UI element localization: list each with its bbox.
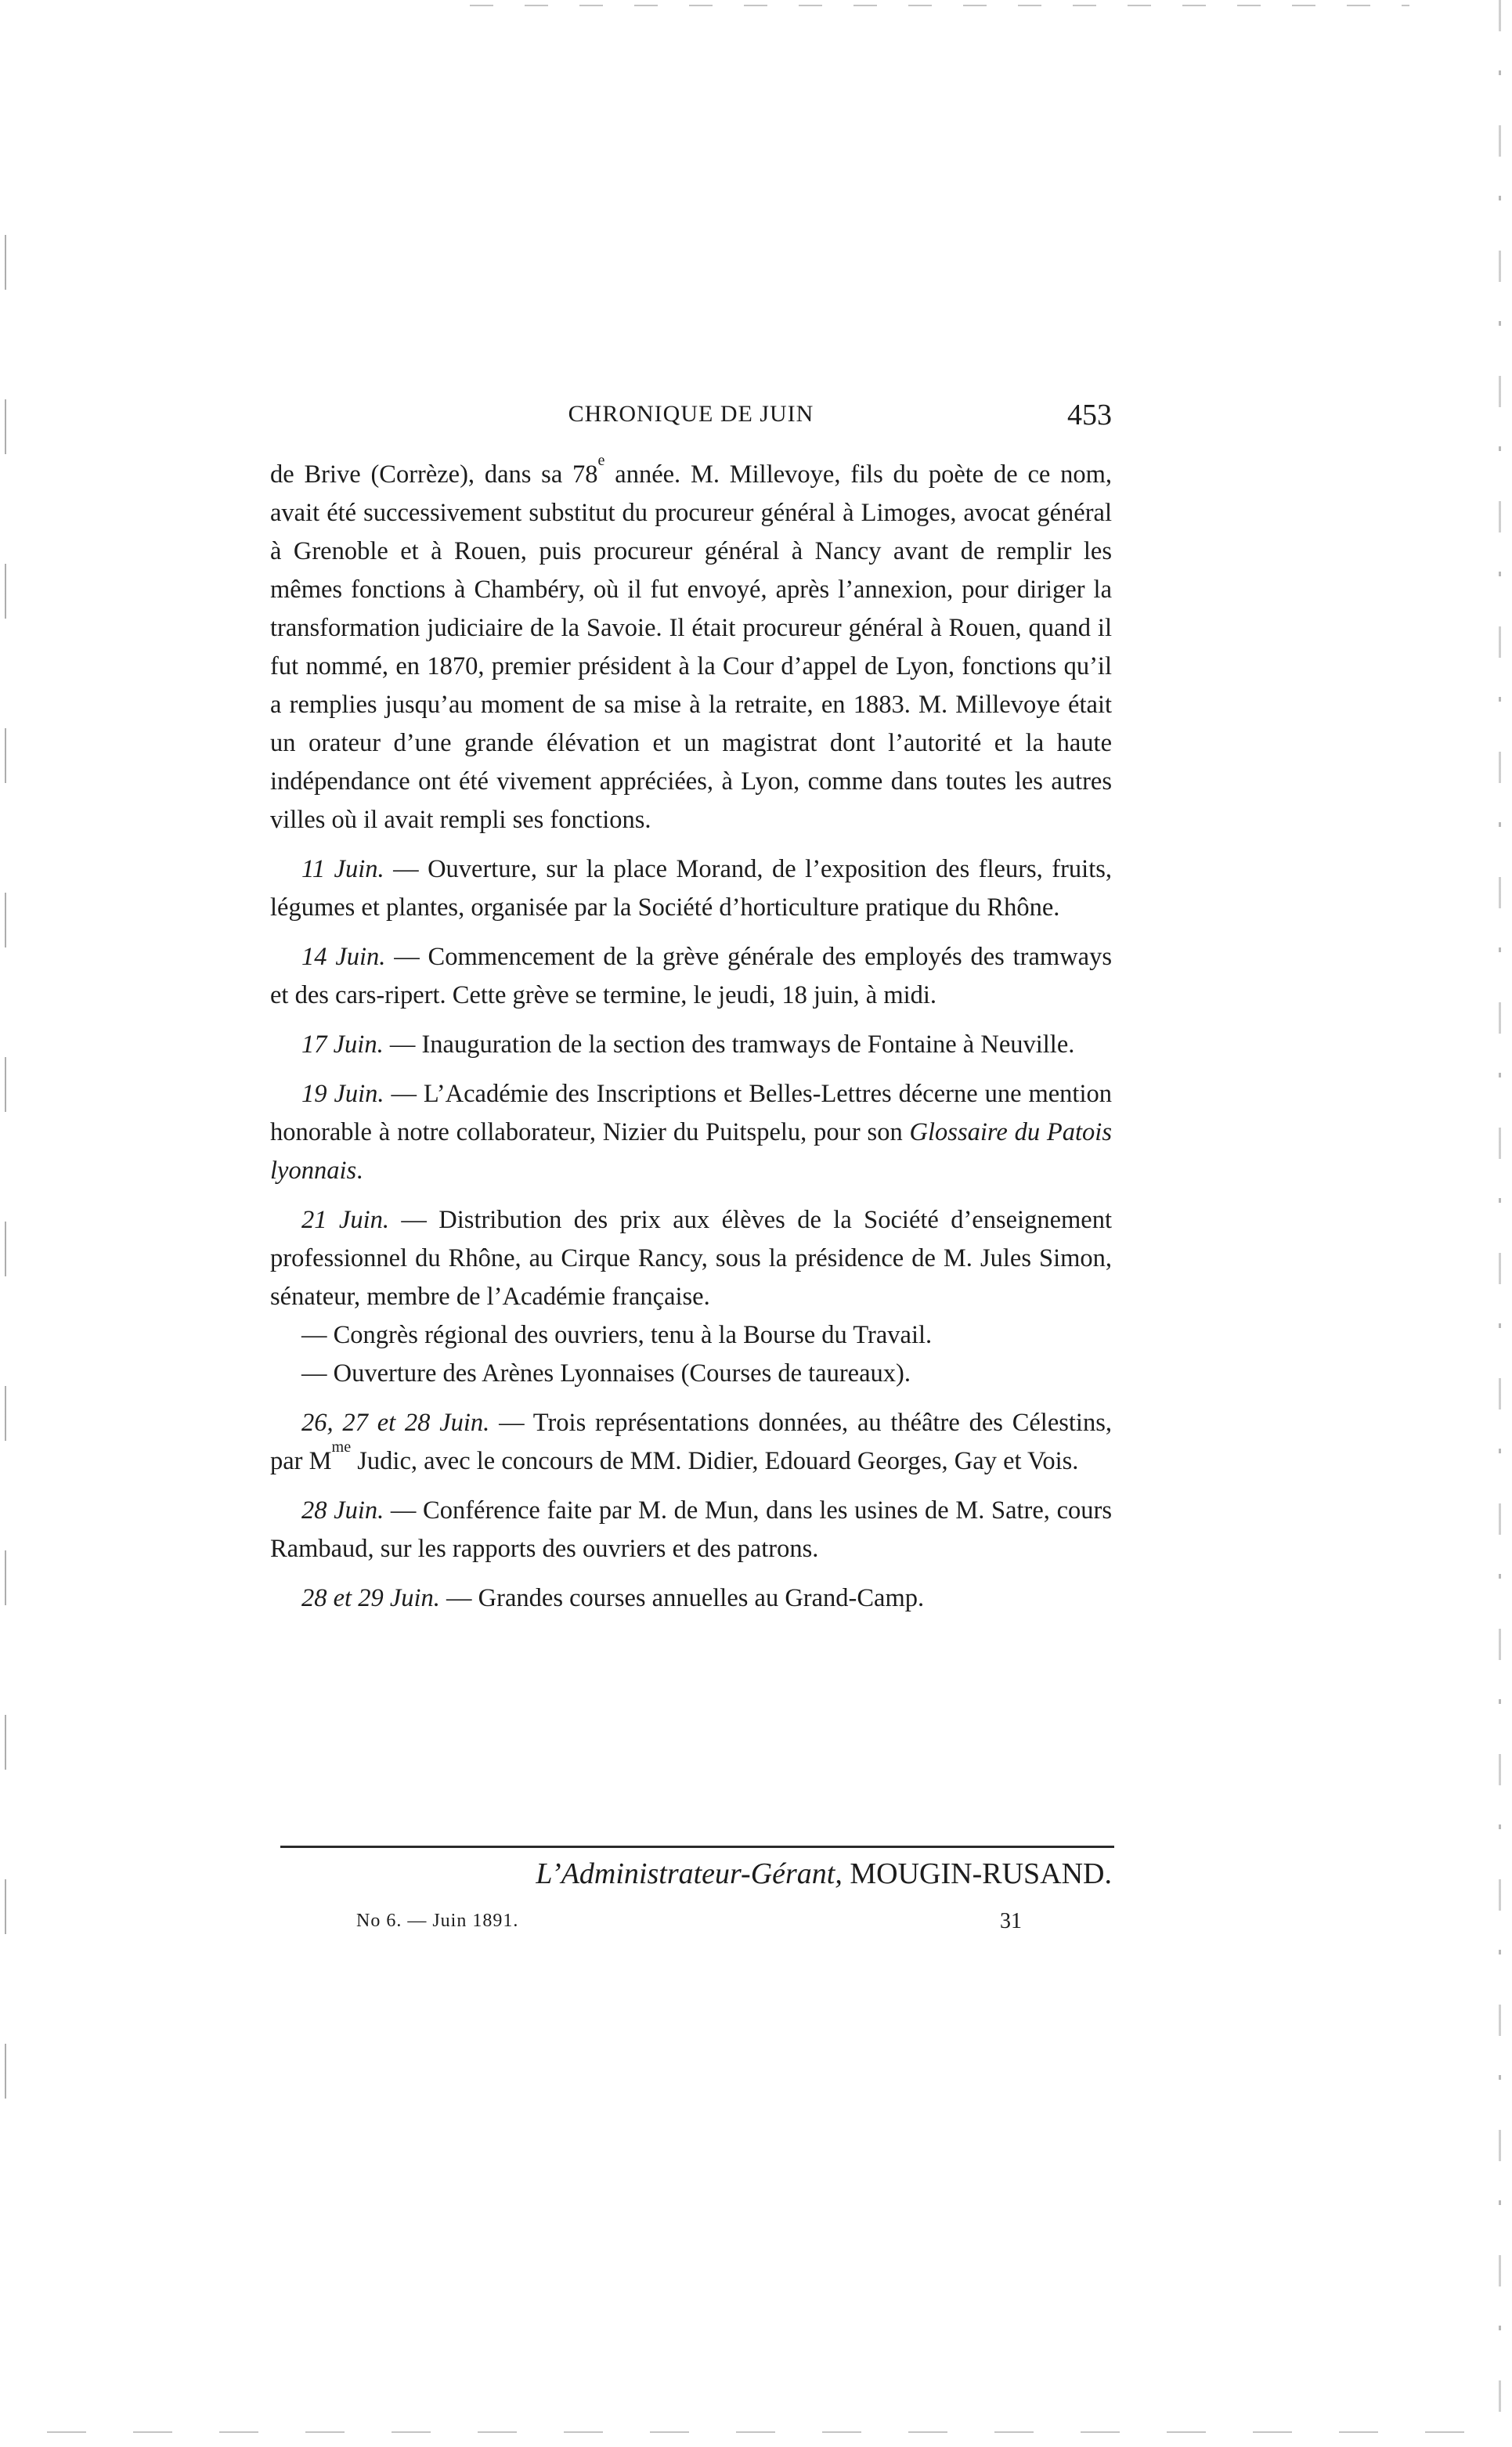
chronicle-entry-28-29-juin: 28 et 29 Juin. — Grandes courses annuelles au Grand-Camp. xyxy=(301,1584,925,1612)
chronicle-entry-14-juin: 14 Juin. — Commencement de la grève générale des employés des tramways et des cars-ripert. Cette grève se termine, le jeudi, 18 juin, à midi. xyxy=(270,943,1112,1009)
chronicle-entry-11-juin: 11 Juin. — Ouverture, sur la place Morand, de l’exposition des fleurs, fruits, légumes et plantes, organisée par la Société d’horticulture pratique du Rhône. xyxy=(270,855,1113,922)
running-head xyxy=(270,401,1112,435)
issue-line: No 6. — Juin 1891. xyxy=(356,1911,519,1931)
page-footer xyxy=(356,1911,1022,1942)
entry-date: 28 Juin. xyxy=(301,1496,384,1525)
body-text xyxy=(270,452,1113,1618)
scan-edge-left xyxy=(5,235,6,2114)
chronicle-subentry: — Ouverture des Arènes Lyonnaises (Courses de taureaux). xyxy=(301,1359,911,1388)
running-title: CHRONIQUE DE JUIN xyxy=(568,401,814,427)
signature xyxy=(270,1854,1112,1893)
signature-role: L’Administrateur-Gérant, xyxy=(536,1857,843,1890)
signature-name: MOUGIN-RUSAND. xyxy=(850,1857,1112,1890)
continuation-paragraph: de Brive (Corrèze), dans sa 78e année. M. Millevoye, fils du poète de ce nom, avait été successivement substitut du procureur général à Limoges, avocat général à Grenoble et à Rouen, puis procureur général à Nancy avant de remplir les mêmes fonctions à Chambéry, où il fut envoyé, après l’annexion, pour diriger la transformation judiciaire de la Savoie. Il était procureur général à Rouen, quand il fut nommé, en 1870, premier président à la Cour d’appel de Lyon, fonctions qu’il a remplies jusqu’au moment de sa mise à la retraite, en 1883. M. Millevoye était un orateur d’une grande élévation et un magistrat dont l’autorité et la haute indépendance ont été vivement appréciées, à Lyon, comme dans toutes les autres villes où il avait rempli ses fonctions. xyxy=(270,452,1112,834)
chronicle-subentry: — Congrès régional des ouvriers, tenu à la Bourse du Travail. xyxy=(301,1321,933,1349)
signature-mark: 31 xyxy=(1000,1909,1022,1933)
entry-date: 28 et 29 Juin. xyxy=(301,1584,440,1612)
work-title: Glossaire du Patois lyonnais xyxy=(270,1118,1112,1185)
closing-rule xyxy=(280,1846,1114,1848)
chronicle-entry-17-juin: 17 Juin. — Inauguration de la section des tramways de Fontaine à Neuville. xyxy=(301,1030,1075,1059)
entry-date: 14 Juin. xyxy=(301,943,386,971)
chronicle-entry-21-juin: 21 Juin. — Distribution des prix aux élèves de la Société d’enseignement professionnel du Rhône, au Cirque Rancy, sous la présidence de M. Jules Simon, sénateur, membre de l’Académie française. xyxy=(270,1206,1112,1311)
page-number: 453 xyxy=(1067,399,1112,431)
entry-date: 17 Juin. xyxy=(301,1030,384,1059)
scan-edge-bottom xyxy=(47,2431,1472,2433)
scan-edge-right xyxy=(1499,0,1501,2447)
entry-date: 21 Juin. xyxy=(301,1206,389,1234)
chronicle-entry-26-27-28-juin: 26, 27 et 28 Juin. — Trois représentations données, au théâtre des Célestins, par $M^{me}$ Judic, avec le concours de MM. Didier, Edouard Georges, Gay et Vois. xyxy=(270,1409,1112,1475)
entry-date: 19 Juin. xyxy=(301,1080,384,1108)
chronicle-entry-28-juin: 28 Juin. — Conférence faite par M. de Mun, dans les usines de M. Satre, cours Rambaud, sur les rapports des ouvriers et des patrons. xyxy=(270,1496,1112,1563)
scan-edge-top xyxy=(470,5,1409,6)
chronicle-entry-19-juin: 19 Juin. — L’Académie des Inscriptions et Belles-Lettres décerne une mention honorable à notre collaborateur, Nizier du Puitspelu, pour son Glossaire du Patois lyonnais. xyxy=(270,1080,1112,1185)
entry-date: 26, 27 et 28 Juin. xyxy=(301,1409,490,1437)
entry-date: 11 Juin. xyxy=(301,855,384,883)
